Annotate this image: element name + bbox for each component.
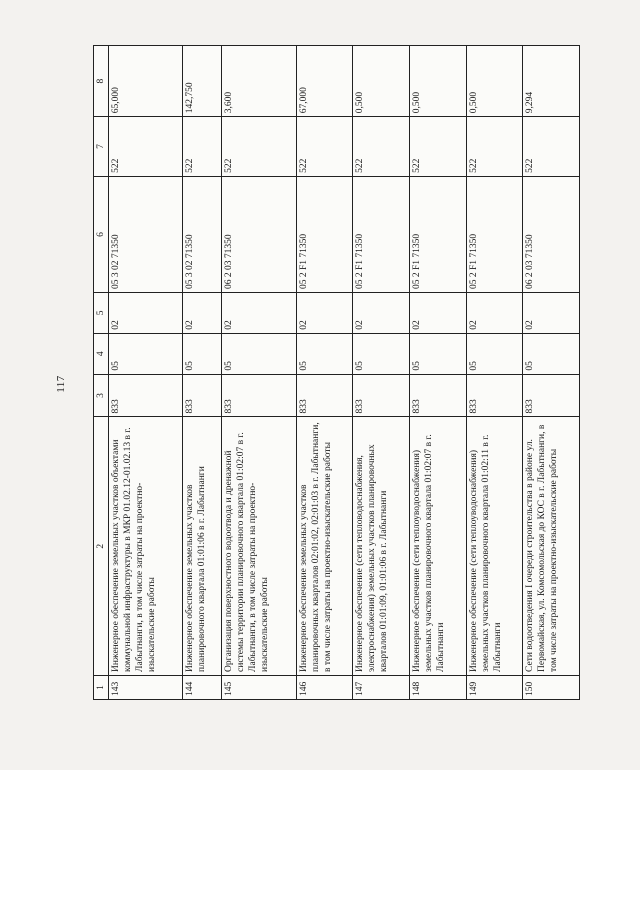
grbs-code-cell: 833 <box>296 374 353 417</box>
expense-type-code-cell: 522 <box>222 117 296 177</box>
section-code-cell: 05 <box>523 333 580 374</box>
header-cell: 3 <box>94 374 109 417</box>
row-number-cell: 149 <box>466 675 523 699</box>
item-name-cell: Инженерное обеспечение (сети теплоуводоснабжения) земельных участков планировочного квартала 01:02:07 в г. Лабытнанги <box>409 417 466 675</box>
expense-type-code-cell: 522 <box>523 117 580 177</box>
item-name-cell: Инженерное обеспечение земельных участков планировочного квартала 01:01:06 в г. Лабытнанги <box>183 417 222 675</box>
item-name-cell: Инженерное обеспечение (сети теплоуводоснабжения) земельных участков планировочного квартала 01:02:11 в г. Лабытнанги <box>466 417 523 675</box>
amount-cell: 3,600 <box>222 46 296 117</box>
table-row <box>222 46 296 700</box>
item-name-cell: Организация поверхностного водоотвода и дренажной системы территории планировочного квартала 01:02:07 в г. Лабытнанги, в том числе затраты на проектно-изыскательские работы <box>222 417 296 675</box>
target-article-code-cell: 05 2 F1 71350 <box>353 176 410 292</box>
header-cell: 6 <box>94 176 109 292</box>
grbs-code-cell: 833 <box>109 374 183 417</box>
section-code-cell: 05 <box>409 333 466 374</box>
table-row <box>183 46 222 700</box>
section-code-cell: 05 <box>353 333 410 374</box>
item-name-cell: Сети водоотведения I очереди строительства в районе ул. Первомайская, ул. Комсомольская до КОС в г. Лабытнанги, в том числе затраты на проектно-изыскательские работы <box>523 417 580 675</box>
expense-type-code-cell: 522 <box>183 117 222 177</box>
subsection-code-cell: 02 <box>409 293 466 334</box>
item-name-cell: Инженерное обеспечение (сети тепловодоснабжения, электроснабжения) земельных участков планировочных кварталов 01:01:09, 01:01:06 в г. Лабытнанги <box>353 417 410 675</box>
section-code-cell: 05 <box>466 333 523 374</box>
subsection-code-cell: 02 <box>466 293 523 334</box>
grbs-code-cell: 833 <box>183 374 222 417</box>
amount-cell: 65,000 <box>109 46 183 117</box>
expense-type-code-cell: 522 <box>109 117 183 177</box>
table-row <box>409 46 466 700</box>
amount-cell: 9,294 <box>523 46 580 117</box>
table-row <box>523 46 580 700</box>
budget-table <box>93 45 580 700</box>
grbs-code-cell: 833 <box>523 374 580 417</box>
subsection-code-cell: 02 <box>523 293 580 334</box>
amount-cell: 67,000 <box>296 46 353 117</box>
expense-type-code-cell: 522 <box>353 117 410 177</box>
target-article-code-cell: 05 2 F1 71350 <box>409 176 466 292</box>
expense-type-code-cell: 522 <box>466 117 523 177</box>
amount-cell: 0,500 <box>466 46 523 117</box>
target-article-code-cell: 06 2 03 71350 <box>523 176 580 292</box>
item-name-cell: Инженерное обеспечение земельных участков объектами коммунальной инфраструктуры в МКР 01.02.12-01.02.13 в г. Лабытнанги, в том числе затраты на проектно-изыскательские работы <box>109 417 183 675</box>
header-cell: 1 <box>94 675 109 699</box>
target-article-code-cell: 05 3 02 71350 <box>109 176 183 292</box>
header-cell: 7 <box>94 117 109 177</box>
rotated-table-container <box>93 45 580 700</box>
row-number-cell: 148 <box>409 675 466 699</box>
row-number-cell: 145 <box>222 675 296 699</box>
row-number-cell: 144 <box>183 675 222 699</box>
target-article-code-cell: 05 3 02 71350 <box>183 176 222 292</box>
amount-cell: 142,750 <box>183 46 222 117</box>
table-row <box>296 46 353 700</box>
header-cell: 8 <box>94 46 109 117</box>
grbs-code-cell: 833 <box>222 374 296 417</box>
header-cell: 2 <box>94 417 109 675</box>
subsection-code-cell: 02 <box>109 293 183 334</box>
header-cell: 4 <box>94 333 109 374</box>
grbs-code-cell: 833 <box>353 374 410 417</box>
item-name-cell: Инженерное обеспечение земельных участков планировочных кварталов 02:01:02, 02:01:03 в г. Лабытнанги, в том числе затраты на проектно-изыскательские работы <box>296 417 353 675</box>
page-number: 117 <box>54 375 67 393</box>
amount-cell: 0,500 <box>353 46 410 117</box>
section-code-cell: 05 <box>109 333 183 374</box>
target-article-code-cell: 06 2 03 71350 <box>222 176 296 292</box>
subsection-code-cell: 02 <box>353 293 410 334</box>
row-number-cell: 150 <box>523 675 580 699</box>
expense-type-code-cell: 522 <box>296 117 353 177</box>
table-row <box>109 46 183 700</box>
subsection-code-cell: 02 <box>183 293 222 334</box>
subsection-code-cell: 02 <box>222 293 296 334</box>
target-article-code-cell: 05 2 F1 71350 <box>296 176 353 292</box>
section-code-cell: 05 <box>296 333 353 374</box>
table-row <box>353 46 410 700</box>
row-number-cell: 143 <box>109 675 183 699</box>
subsection-code-cell: 02 <box>296 293 353 334</box>
row-number-cell: 147 <box>353 675 410 699</box>
grbs-code-cell: 833 <box>409 374 466 417</box>
row-number-cell: 146 <box>296 675 353 699</box>
expense-type-code-cell: 522 <box>409 117 466 177</box>
section-code-cell: 05 <box>183 333 222 374</box>
table-row <box>466 46 523 700</box>
header-cell: 5 <box>94 293 109 334</box>
target-article-code-cell: 05 2 F1 71350 <box>466 176 523 292</box>
table-header-row <box>94 46 109 700</box>
section-code-cell: 05 <box>222 333 296 374</box>
grbs-code-cell: 833 <box>466 374 523 417</box>
amount-cell: 0,500 <box>409 46 466 117</box>
